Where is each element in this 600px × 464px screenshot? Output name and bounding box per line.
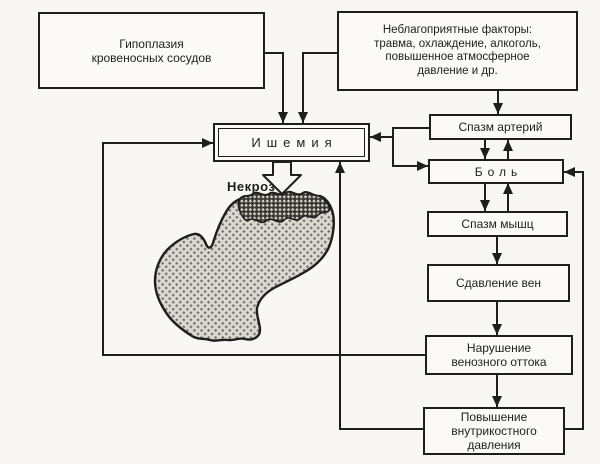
node-intraosseous-pressure bbox=[423, 407, 565, 455]
edge-factors-to-ischemia bbox=[303, 53, 337, 123]
node-venous-outflow bbox=[425, 335, 573, 375]
edge-arterial-spasm-junction-to-pain bbox=[393, 128, 429, 166]
necrosis-label: Некроз bbox=[227, 179, 276, 194]
label-line: Боль bbox=[474, 164, 523, 179]
node-hypoplasia bbox=[38, 12, 265, 89]
node-ischemia bbox=[213, 123, 370, 162]
edge-hypoplasia-to-ischemia bbox=[264, 53, 283, 123]
node-pain bbox=[428, 159, 564, 184]
edge-pressure-loop-to-ischemia bbox=[340, 162, 423, 429]
node-muscle-spasm bbox=[427, 211, 568, 237]
label-line: травма, охлаждение, алкоголь, bbox=[374, 37, 541, 50]
label-line: венозного оттока bbox=[451, 355, 547, 369]
label-line: Неблагоприятные факторы: bbox=[382, 24, 533, 36]
label-line: Нарушение bbox=[466, 341, 532, 355]
label-line: давления bbox=[467, 438, 521, 452]
node-unfavorable-factors bbox=[337, 11, 578, 91]
label-line: внутрикостного bbox=[451, 424, 537, 438]
label-line: повышенное атмосферное bbox=[385, 51, 530, 63]
label-line: кровеносных сосудов bbox=[91, 50, 212, 65]
node-arterial-spasm bbox=[429, 114, 572, 140]
node-vein-compression bbox=[427, 264, 570, 302]
label-line: давление и др. bbox=[417, 64, 498, 77]
label-line: Ишемия bbox=[251, 134, 338, 150]
label-line: Сдавление вен bbox=[456, 276, 541, 290]
label-line: Повышение bbox=[460, 410, 528, 424]
label-line: Спазм мышц bbox=[461, 217, 534, 231]
label-line: Спазм артерий bbox=[458, 120, 543, 134]
ischemia-inner-frame bbox=[218, 128, 365, 157]
label-line: Гипоплазия bbox=[119, 36, 184, 51]
